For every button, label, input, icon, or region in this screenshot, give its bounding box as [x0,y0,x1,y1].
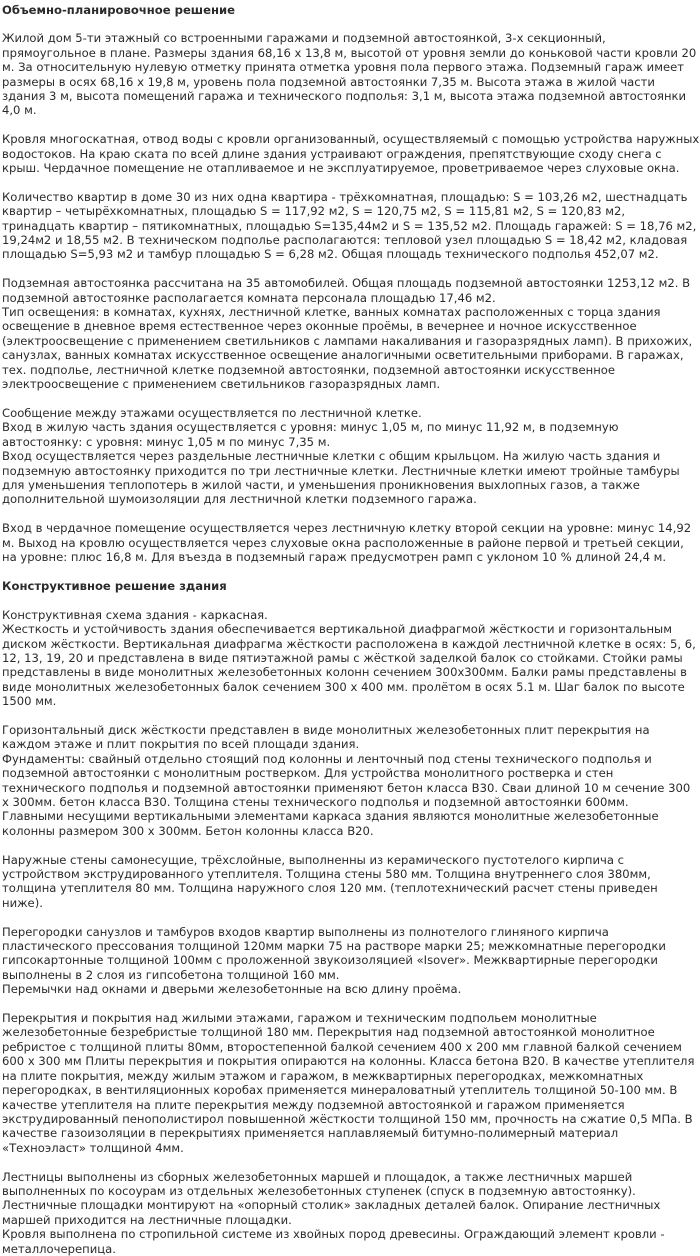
section-body-planning [2,31,700,564]
paragraph: Подземная автостоянка рассчитана на 35 автомобилей. Общая площадь подземной автостоянки 1253,12 м2. В подземной автостоянке располагается комната персонала площадью 17,46 м2. Тип освещения: в комнатах, кухнях, лестничной клетке, ванных комнатах расположенных с торца здания освещение в дневное время естественное через оконные проёмы, в вечернее и ночное искусственное (электроосвещение с применением светильников с лампами накаливания и газоразрядных ламп). В прихожих, санузлах, ванных комнатах искусственное освещение аналогичными осветительными приборами. В гаражах, тех. подполье, лестничной клетке подземной автостоянки, подземной автостоянки искусственное электроосвещение с применением светильников газоразрядных ламп. [2,276,693,392]
paragraph: Перекрытия и покрытия над жилыми этажами, гаражом и техническим подпольем монолитные железобетонные безребристые толщиной 180 мм. Перекрытия над подземной автостоянкой монолитное ребристое с толщиной плиты 80мм, второстепенной балкой сечением 400 х 200 мм главной балкой сечением 600 х 300 мм Плиты перекрытия и покрытия опираются на колонны. Класса бетона В20. В качестве утеплителя на плите покрытия, между жилым этажом и гаражом, в межквартирных перегородках, межкомнатных перегородках, в вентиляционных коробах применяется минераловатный утеплитель толщиной 50-100 мм. В качестве утеплителя на плите перекрытия между подземной автостоянкой и гаражом применяется экструдированный пенополистирол повышенной жёсткости толщиной 150 мм, прочность на сжатие 0,5 МПа. В качестве газоизоляции в перекрытиях применяется наплавляемый битумно-полимерный материал «Техноэласт» толщиной 4мм. [2,1011,695,1155]
paragraph: Конструктивная схема здания - каркасная. Жесткость и устойчивость здания обеспечивается вертикальной диафрагмой жёсткости и горизонтальным диском жёсткости. Вертикальная диафрагма жёсткости расположена в каждой лестничной клетке в осях: 5, 6, 12, 13, 19, 20 и представлена в виде пятиэтажной рамы с жёсткой заделкой балок со стойками. Стойки рамы представлены в виде монолитных железобетонных колонн сечением 300х300мм. Балки рамы представлены в виде монолитных железобетонных балок сечением 300 х 400 мм. пролётом в осях 5.1 м. Шаг балок по высоте 1500 мм. [2,607,696,709]
paragraph: Наружные стены самонесущие, трёхслойные, выполненны из керамического пустотелого кирпича с устройством экструдированного утеплителя. Толщина стены 580 мм. Толщина внутреннего слоя 380мм, толщина утеплителя 80 мм. Толщина наружного слоя 120 мм. (теплотехнический расчет стены приведен ниже). [2,852,658,910]
paragraph: Горизонтальный диск жёсткости представлен в виде монолитных железобетонных плит перекрытия на каждом этаже и плит покрытия по всей площади здания. Фундаменты: свайный отдельно стоящий под колонны и ленточный под стены технического подполья и подземной автостоянки с монолитным ростверком. Для устройства монолитного ростверка и стен технического подполья и подземной автостоянки применяют бетон класса В30. Сваи длиной 10 м сечение 300 х 300мм. бетон класса В30. Толщина стены технического подполья и подземной автостоянки 600мм. Главными несущими вертикальными элементами каркаса здания являются монолитные железобетонные колонны размером 300 х 300мм. Бетон колонны класса В20. [2,723,691,838]
paragraph: Жилой дом 5-ти этажный со встроенными гаражами и подземной автостоянкой, 3-х секционный, прямоугольное в плане. Размеры здания 68,16 х 13,8 м, высотой от уровня земли до коньковой части кровли 20 м. За относительную нулевую отметку принята отметка уровня пола первого этажа. Подземный гараж имеет размеры в осях 68,16 х 19,8 м, уровень пола подземной автостоянки 7,35 м. Высота этажа в жилой части здания 3 м, высота помещений гаража и технического подполья: 3,1 м, высота этажа подземной автостоянки 4,0 м. [2,31,697,118]
section-heading-structure: Конструктивное решение здания [2,579,227,594]
paragraph: Вход в чердачное помещение осуществляется через лестничную клетку второй секции на уровне: минус 14,92 м. Выход на кровлю осуществляется через слуховые окна расположенные в районе первой и третьей секции, на уровне: плюс 16,8 м. Для въезда в подземный гараж предусмотрен рамп с уклоном 10 % длиной 24,4 м. [2,521,692,564]
paragraph: Перегородки санузлов и тамбуров входов квартир выполнены из полнотелого глиняного кирпича пластического прессования толщиной 120мм марки 75 на растворе марки 25; межкомнатные перегородки гипсокартонные толщиной 100мм с проложенной звукоизоляцией «Isover». Межквартирные перегородки выполнены в 2 слоя из гипсобетона толщиной 160 мм. Перемычки над окнами и дверьми железобетонные на всю длину проёма. [2,924,666,997]
paragraph: Сообщение между этажами осуществляется по лестничной клетке. Вход в жилую часть здания осуществляется с уровня: минус 1,05 м, по минус 11,92 м, в подземную автостоянку: с уровня: минус 1,05 м по минус 7,35 м. Вход осуществляется через раздельные лестничные клетки с общим крыльцом. На жилую часть здания и подземную автостоянку приходится по три лестничные клетки. Лестничные клетки имеют тройные тамбуры для уменьшения теплопотерь в жилой части, и уменьшения проникновения выхлопных газов, а также дополнительной шумоизоляции для лестничной клетки подземного гаража. [2,405,680,507]
paragraph: Количество квартир в доме 30 из них одна квартира - трёхкомнатная, площадью: S = 103,26 м2, шестнадцать квартир – четырёхкомнатных, площадью S = 117,92 м2, S = 120,75 м2, S = 115,81 м2, S = 120,83 м2, тринадцать квартир – пятикомнатных, площадью S=135,44м2 и S = 135,52 м2. Площадь гаражей: S = 18,76 м2, 19,24м2 и 18,55 м2. В техническом подполье располагаются: тепловой узел площадью S = 18,42 м2, кладовая площадью S=5,93 м2 и тамбур площадью S = 6,28 м2. Общая площадь технического подполья 452,07 м2. [2,189,697,262]
paragraph: Кровля многоскатная, отвод воды с кровли организованный, осуществляемый с помощью устройства наружных водостоков. На краю ската по всей длине здания устраивают ограждения, препятствующие сходу снега с крыш. Чердачное помещение не отапливаемое и не эксплуатируемое, проветриваемое через слуховые окна. [2,132,700,176]
paragraph: Лестницы выполнены из сборных железобетонных маршей и площадок, а также лестничных маршей выполненных по косоурам из отдельных железобетонных ступенек (спуск в подземную автостоянку). Лестничные площадки монтируют на «опорный столик» закладных деталей балок. Опирание лестничных маршей приходится на лестничные площадки. Кровля выполнена по стропильной системе из хвойных пород древесины. Ограждающий элемент кровли - металлочерепица. [2,1169,665,1256]
section-body-structure [2,608,700,1256]
section-heading-planning: Объемно-планировочное решение [2,3,235,17]
